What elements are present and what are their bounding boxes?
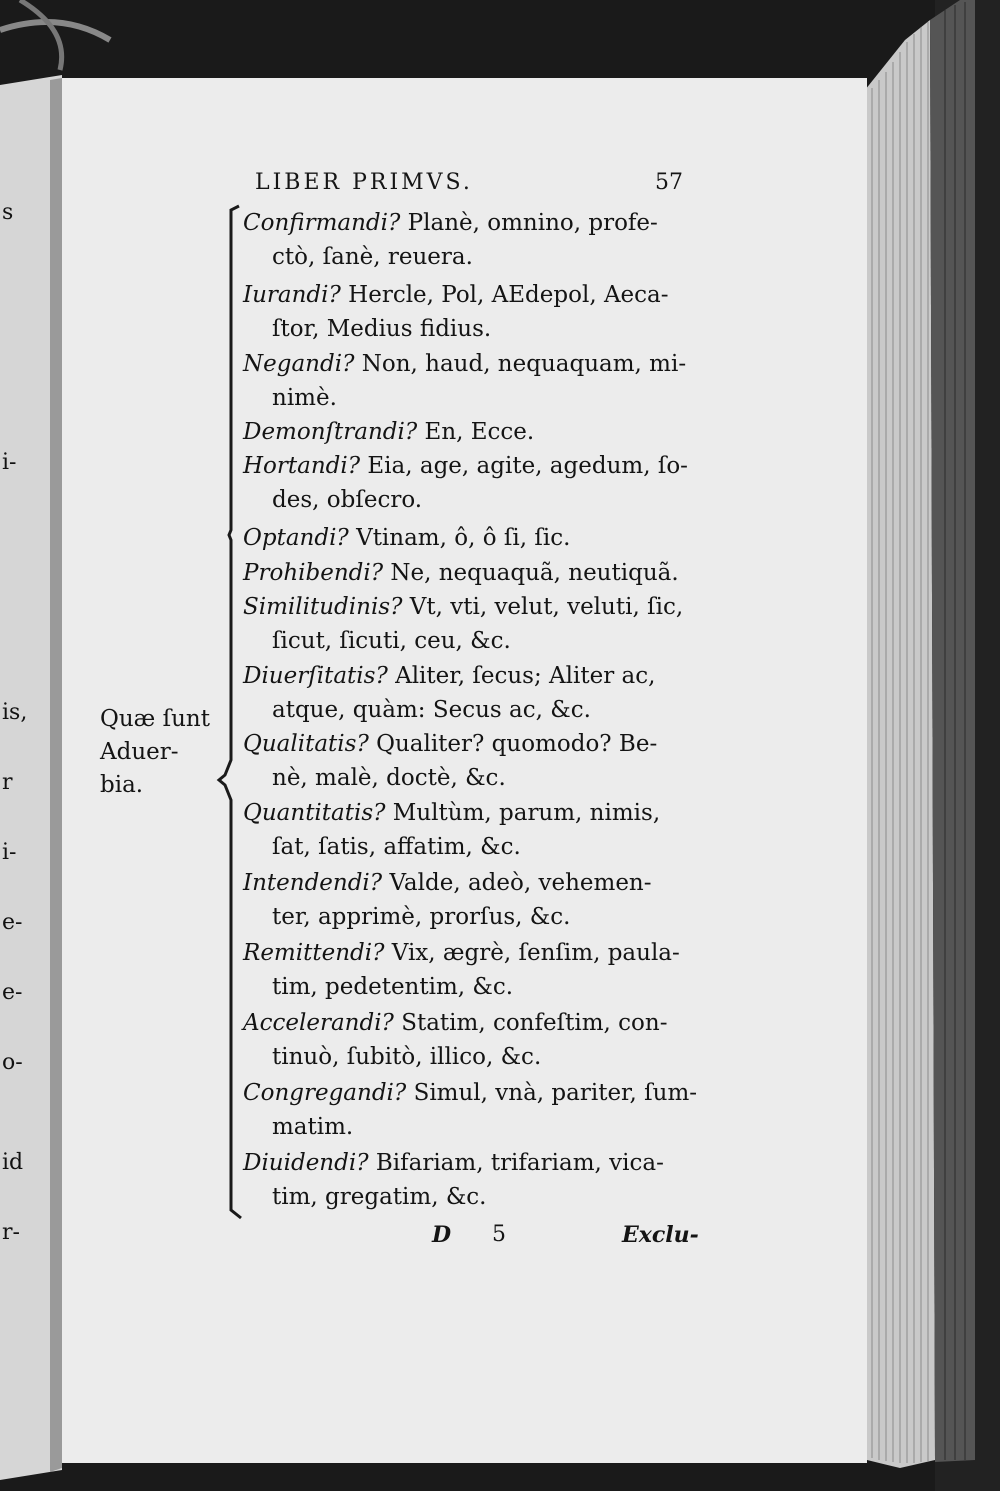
entry-continuation: tinuò, ſubitò, illico, &c. <box>272 1044 542 1070</box>
adverb-entry <box>243 663 655 689</box>
entry-text: Qualiter? quomodo? Be- <box>376 731 658 757</box>
entry-term: Prohibendi? <box>243 560 384 586</box>
adverb-entry <box>243 594 683 620</box>
entry-term: Diuerſitatis? <box>243 663 388 689</box>
entry-continuation: nimè. <box>272 385 337 411</box>
page-number: 57 <box>655 170 683 195</box>
entry-text: En, Ecce. <box>424 419 535 445</box>
entry-text: Multùm, parum, nimis, <box>392 800 661 826</box>
entry-continuation: tim, gregatim, &c. <box>272 1184 487 1210</box>
entry-text: Vt, vti, velut, veluti, ſic, <box>409 594 684 620</box>
entry-term: Qualitatis? <box>243 731 369 757</box>
adverb-entry <box>243 210 658 236</box>
entry-continuation: ſtor, Medius fidius. <box>272 316 492 342</box>
signature-letter: D <box>432 1222 452 1248</box>
left-edge-fragment: is, <box>2 700 28 725</box>
left-edge-fragment: i- <box>2 450 17 475</box>
adverb-entry <box>243 453 688 479</box>
entry-term: Accelerandi? <box>243 1010 394 1036</box>
catchword: Exclu- <box>622 1222 699 1248</box>
entry-term: Confirmandi? <box>243 210 401 236</box>
entry-continuation: ſicut, ſicuti, ceu, &c. <box>272 628 511 654</box>
adverb-entry <box>243 282 669 308</box>
left-edge-fragment: o- <box>2 1050 23 1075</box>
entry-text: Vix, ægrè, ſenſim, paula- <box>391 940 680 966</box>
entry-text: Ne, nequaquã, neutiquã. <box>390 560 679 586</box>
signature-number: 5 <box>492 1222 506 1247</box>
adverb-entry <box>243 870 652 896</box>
left-edge-fragment: e- <box>2 910 23 935</box>
entry-continuation: ter, apprimè, prorſus, &c. <box>272 904 571 930</box>
entry-continuation: tim, pedetentim, &c. <box>272 974 514 1000</box>
entry-term: Diuidendi? <box>243 1150 369 1176</box>
side-label-adverbia: Quæ ſunt Aduer- bia. <box>100 706 210 798</box>
adverb-entry <box>243 1010 667 1036</box>
entry-term: Hortandi? <box>243 453 361 479</box>
entry-continuation: matim. <box>272 1114 354 1140</box>
entry-text: Eia, age, agite, agedum, ſo- <box>367 453 688 479</box>
adverb-entry <box>243 940 680 966</box>
adverb-entry <box>243 1080 697 1106</box>
entry-continuation: atque, quàm: Secus ac, &c. <box>272 697 591 723</box>
left-edge-fragment: id <box>2 1150 24 1175</box>
entry-text: Statim, confeſtim, con- <box>401 1010 668 1036</box>
entry-continuation: ſat, ſatis, affatim, &c. <box>272 834 521 860</box>
entry-text: Planè, omnino, profe- <box>407 210 658 236</box>
entry-term: Intendendi? <box>243 870 383 896</box>
entry-term: Congregandi? <box>243 1080 407 1106</box>
entry-term: Iurandi? <box>243 282 341 308</box>
running-head: LIBER PRIMVS. <box>255 170 473 195</box>
adverb-entry <box>243 419 534 445</box>
entry-term: Negandi? <box>243 351 355 377</box>
adverb-entry <box>243 525 570 551</box>
left-edge-fragment: r <box>2 770 13 795</box>
entry-term: Demonſtrandi? <box>243 419 418 445</box>
adverb-entry <box>243 1150 664 1176</box>
entry-text: Aliter, ſecus; Aliter ac, <box>395 663 656 689</box>
entry-term: Similitudinis? <box>243 594 403 620</box>
entry-term: Quantitatis? <box>243 800 386 826</box>
adverb-entry <box>243 560 679 586</box>
entry-text: Vtinam, ô, ô ſi, ſic. <box>356 525 571 551</box>
entry-continuation: des, obſecro. <box>272 487 423 513</box>
adverb-entry <box>243 351 686 377</box>
left-edge-fragment: e- <box>2 980 23 1005</box>
entry-continuation: ctò, ſanè, reuera. <box>272 244 473 270</box>
adverb-entry <box>243 731 657 757</box>
entry-text: Non, haud, nequaquam, mi- <box>361 351 687 377</box>
entry-text: Simul, vnà, pariter, ſum- <box>413 1080 698 1106</box>
entry-text: Bifariam, trifariam, vica- <box>375 1150 664 1176</box>
entry-continuation: nè, malè, doctè, &c. <box>272 765 506 791</box>
entry-term: Optandi? <box>243 525 349 551</box>
entry-text: Valde, adeò, vehemen- <box>389 870 652 896</box>
left-edge-fragment: s <box>2 200 14 225</box>
entry-term: Remittendi? <box>243 940 385 966</box>
adverb-entry <box>243 800 660 826</box>
entry-text: Hercle, Pol, AEdepol, Aeca- <box>348 282 669 308</box>
left-edge-fragment: i- <box>2 840 17 865</box>
left-edge-fragment: r- <box>2 1220 20 1245</box>
